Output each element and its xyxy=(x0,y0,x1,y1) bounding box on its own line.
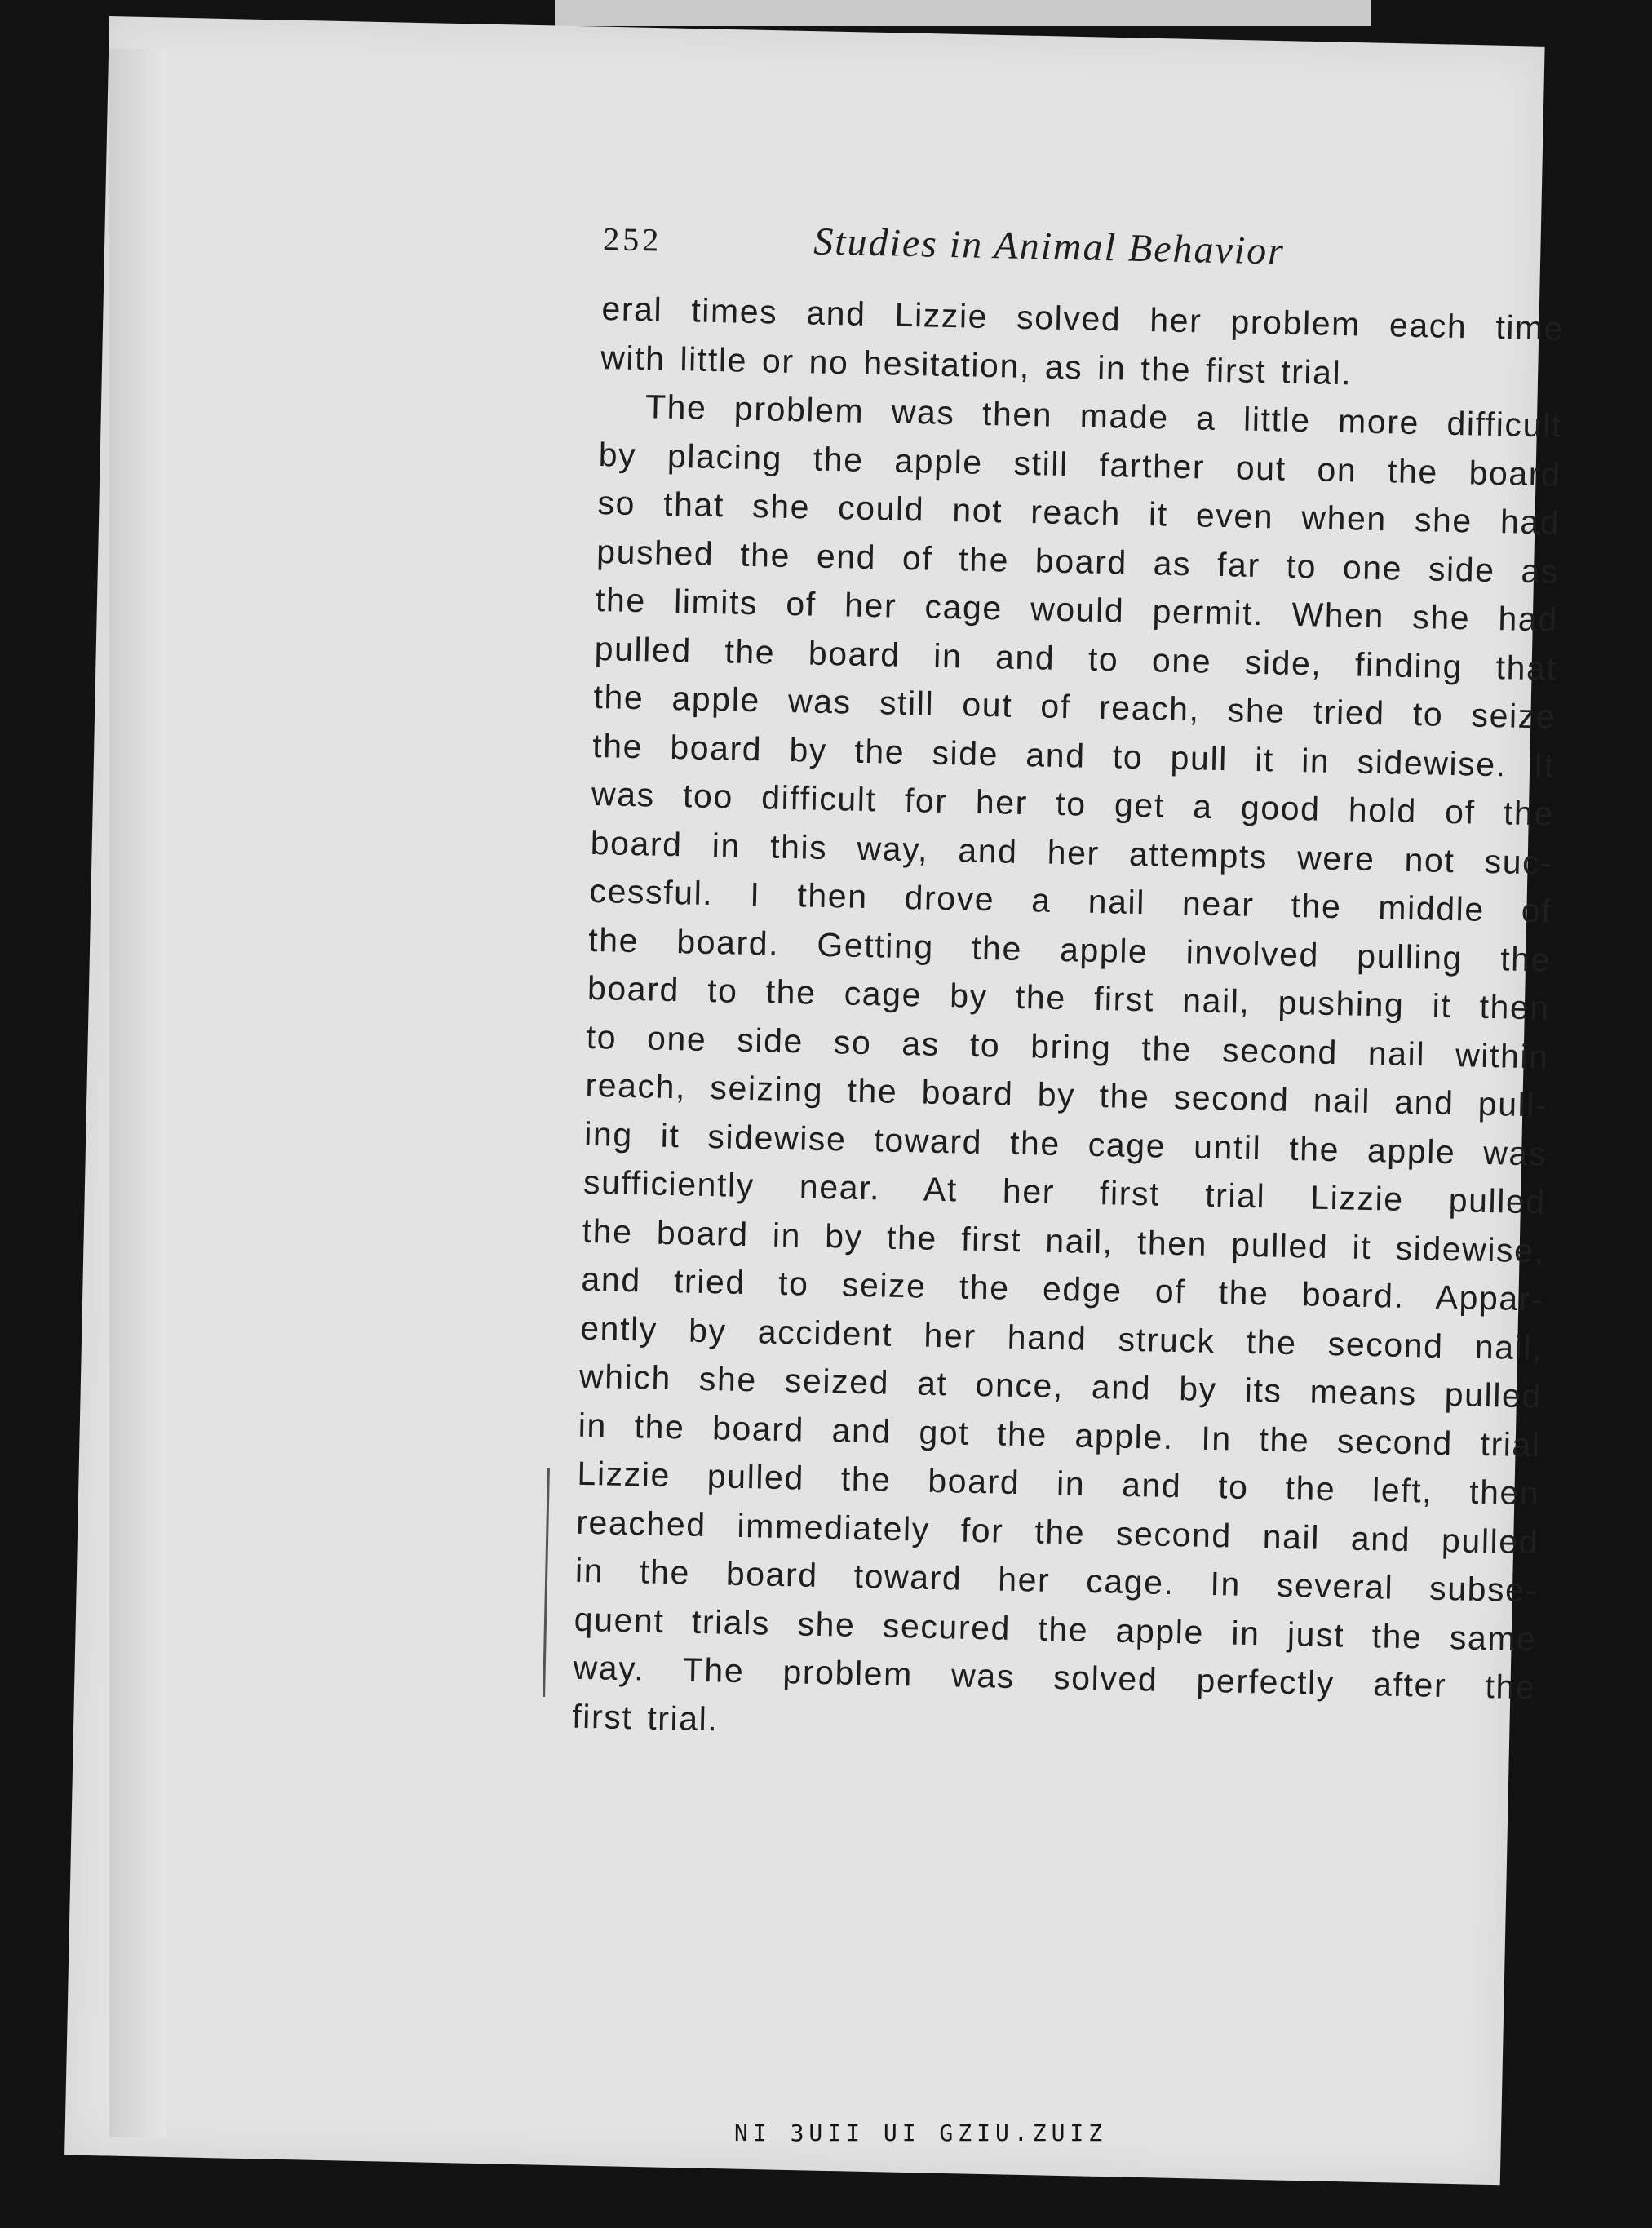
text-line: quent trials she secured the apple in just the same xyxy=(574,1600,1538,1658)
text-line: sufficiently near. At her first trial Lizzie pulled xyxy=(582,1163,1547,1221)
text-line: in the board and got the apple. In the second trial xyxy=(578,1406,1542,1464)
page-text-block xyxy=(529,210,1597,1761)
text-line: so that she could not reach it even when she had xyxy=(597,484,1561,542)
text-line: cessful. I then drove a nail near the middle of xyxy=(589,871,1552,930)
text-line: the limits of her cage would permit. When she had xyxy=(595,580,1559,639)
text-line: the apple was still out of reach, she tried to seize xyxy=(593,677,1557,736)
text-line: reached immediately for the second nail and pulled xyxy=(575,1503,1539,1561)
text-line: way. The problem was solved perfectly after the xyxy=(573,1648,1536,1707)
text-line: Lizzie pulled the board in and to the left, then xyxy=(577,1454,1540,1513)
scan-top-strip xyxy=(555,0,1371,26)
page-number: 252 xyxy=(602,220,662,259)
text-line: which she seized at once, and by its means pulled xyxy=(578,1357,1543,1415)
page-stack-edge xyxy=(109,49,166,2137)
text-line: first trial. xyxy=(571,1697,719,1738)
text-line: pushed the end of the board as far to one side as xyxy=(596,532,1560,591)
text-line: the board by the side and to pull it in sidewise. It xyxy=(591,726,1556,785)
text-line: pulled the board in and to one side, finding that xyxy=(594,629,1557,688)
scan-bottom-label: NI 3UII UI GZIU.ZUIZ xyxy=(734,2119,1108,2144)
text-line: ently by accident her hand struck the second nail, xyxy=(579,1309,1543,1366)
text-line: to one side so as to bring the second nail within xyxy=(586,1017,1550,1076)
text-line: with little or no hesitation, as in the first trial. xyxy=(600,338,1353,392)
text-line: and tried to seize the edge of the board. Appar- xyxy=(581,1260,1544,1318)
text-line: the board. Getting the apple involved pulling the xyxy=(587,920,1552,979)
text-line: board in this way, and her attempts were not suc- xyxy=(590,823,1554,882)
body-text xyxy=(529,284,1596,1761)
text-line: in the board toward her cage. In several subse- xyxy=(574,1551,1539,1610)
text-line: The problem was then made a little more difficult xyxy=(644,388,1563,445)
text-line: was too difficult for her to get a good hold of the xyxy=(591,774,1555,833)
running-head: Studies in Animal Behavior xyxy=(813,219,1286,273)
text-line: reach, seizing the board by the second nail and pull- xyxy=(585,1065,1548,1124)
text-line: the board in by the first nail, then pulled it sidewise, xyxy=(582,1211,1546,1270)
text-line: board to the cage by the first nail, pushing it then xyxy=(587,968,1551,1027)
text-line: eral times and Lizzie solved her problem each time xyxy=(601,290,1565,348)
text-line: by placing the apple still farther out on the board xyxy=(598,435,1561,494)
text-line: ing it sidewise toward the cage until the apple was xyxy=(583,1114,1548,1173)
